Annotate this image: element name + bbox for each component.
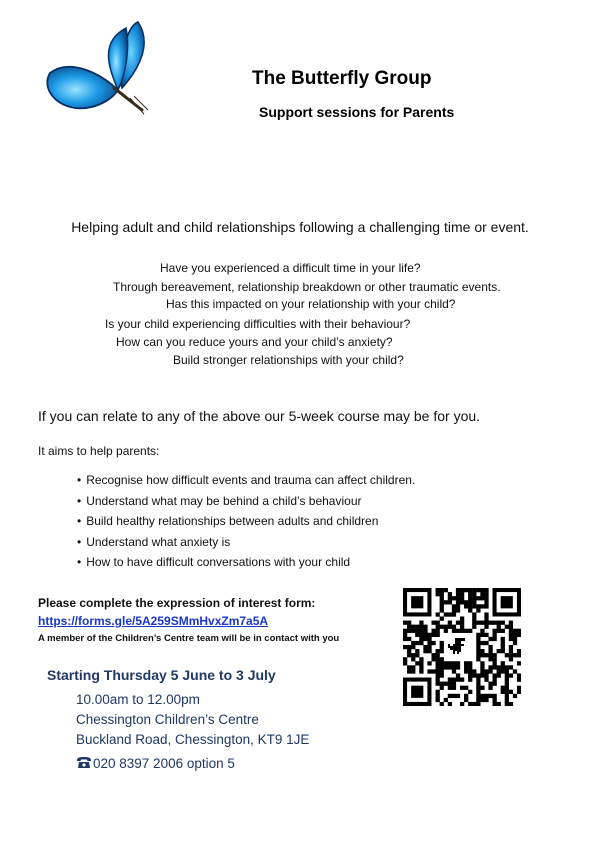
question-text: Have you experienced a difficult time in your life? [160, 261, 421, 275]
contact-note: A member of the Children’s Centre team will be in contact with you [38, 633, 340, 644]
session-dates: Starting Thursday 5 June to 3 July [47, 667, 276, 683]
phone-number: 020 8397 2006 option 5 [93, 756, 235, 771]
aims-intro: It aims to help parents: [38, 444, 160, 458]
list-item: • Recognise how difficult events and trauma can affect children. [77, 472, 415, 493]
question-text: How can you reduce yours and your child’s anxiety? [116, 335, 393, 349]
telephone-icon [76, 756, 92, 769]
question-text: Build stronger relationships with your child? [173, 353, 404, 367]
session-venue: Chessington Children’s Centre [76, 712, 259, 727]
qr-code-icon[interactable] [403, 588, 521, 706]
phone-line [76, 756, 235, 771]
list-item: • Build healthy relationships between adults and children [77, 513, 415, 534]
list-item: • Understand what may be behind a child’s behaviour [77, 493, 415, 514]
question-text: Through bereavement, relationship breakdown or other traumatic events. [113, 280, 501, 294]
butterfly-icon [30, 18, 160, 118]
interest-form-link[interactable]: https://forms.gle/5A259SMmHvxZm7a5A [38, 614, 269, 628]
question-text: Is your child experiencing difficulties with their behaviour? [105, 317, 411, 331]
page-title: The Butterfly Group [252, 68, 432, 89]
session-details [76, 690, 309, 750]
course-intro: If you can relate to any of the above our 5-week course may be for you. [38, 408, 481, 424]
page-subtitle: Support sessions for Parents [259, 104, 455, 120]
aims-list [77, 472, 415, 575]
session-time: 10.00am to 12.00pm [76, 692, 200, 707]
question-text: Has this impacted on your relationship with your child? [166, 297, 456, 311]
list-item: • How to have difficult conversations with your child [77, 554, 415, 575]
list-item: • Understand what anxiety is [77, 534, 415, 555]
signup-heading: Please complete the expression of interest form: [38, 596, 316, 610]
tagline: Helping adult and child relationships following a challenging time or event. [71, 219, 529, 235]
session-address: Buckland Road, Chessington, KT9 1JE [76, 732, 310, 747]
